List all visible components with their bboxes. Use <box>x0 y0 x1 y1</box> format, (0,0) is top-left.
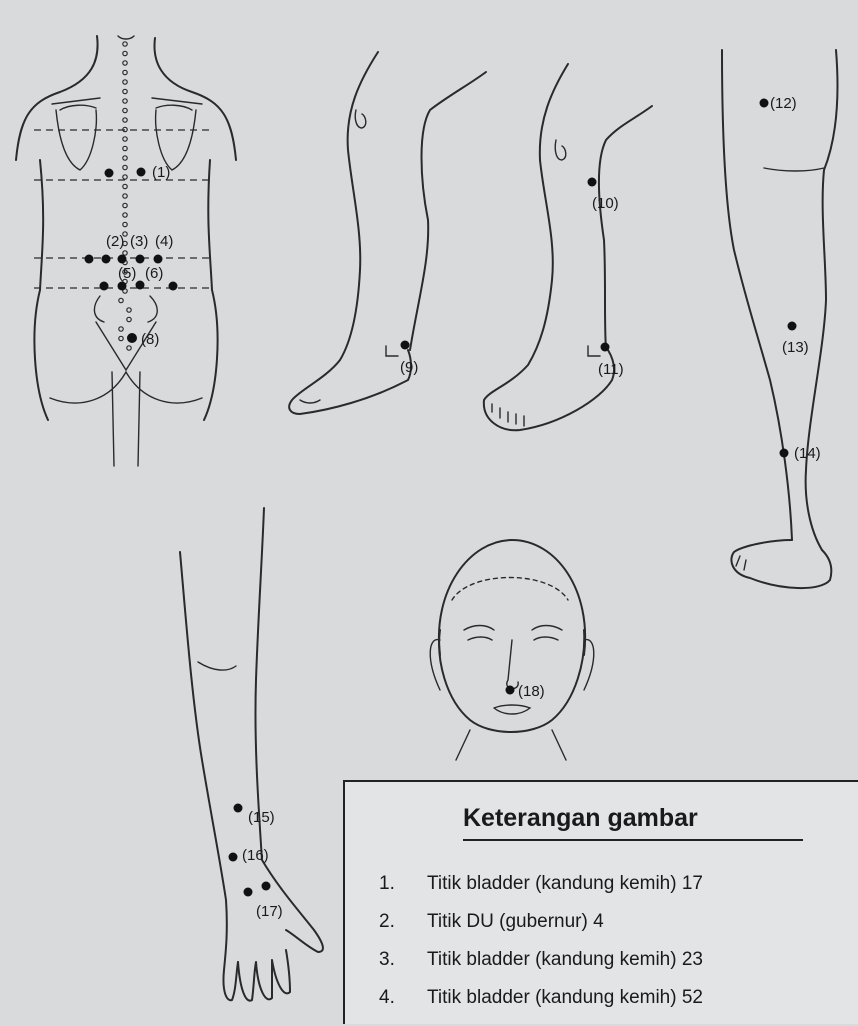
point-row-dot <box>102 255 111 264</box>
point-15-dot <box>234 804 243 813</box>
vertebra-mark <box>123 156 127 160</box>
legend-list <box>379 874 703 1026</box>
legend-item-number: 3. <box>379 949 395 970</box>
point-8-dot <box>127 333 137 343</box>
point-row-dot <box>118 282 127 291</box>
vertebra-mark <box>123 80 127 84</box>
legend-item-number: 1. <box>379 873 395 894</box>
point-label-15: (15) <box>248 809 275 826</box>
vertebra-mark <box>123 99 127 103</box>
point-label-1: (1) <box>152 164 171 181</box>
legend-item <box>379 988 703 1026</box>
vertebra-mark <box>123 89 127 93</box>
arm-figure <box>180 508 323 1001</box>
point-label-13: (13) <box>782 339 809 356</box>
point-label-2: (2) <box>106 233 125 250</box>
point-row-dot <box>100 282 109 291</box>
point-label-8: (8) <box>141 331 160 348</box>
point-18-dot <box>506 686 515 695</box>
vertebra-mark <box>119 336 123 340</box>
point-label-11: (11) <box>598 361 624 378</box>
vertebra-mark <box>123 51 127 55</box>
leg-side-figure-2 <box>484 64 652 430</box>
vertebra-mark <box>123 146 127 150</box>
vertebra-mark <box>123 42 127 46</box>
vertebra-mark <box>123 203 127 207</box>
point-14-dot <box>780 449 789 458</box>
vertebra-mark <box>123 213 127 217</box>
point-label-14: (14) <box>794 445 821 462</box>
legend-title: Keterangan gambar <box>463 804 803 841</box>
point-label-6: (6) <box>145 265 164 282</box>
point-label-4: (4) <box>155 233 174 250</box>
legend-item-text: Titik DU (gubernur) 4 <box>427 911 604 932</box>
point-10-dot <box>588 178 597 187</box>
point-2-dot <box>118 255 127 264</box>
legend-box <box>343 780 858 1024</box>
spine-vertebrae <box>119 42 131 350</box>
point-17-dot <box>262 882 271 891</box>
point-label-3: (3) <box>130 233 149 250</box>
vertebra-mark <box>127 308 131 312</box>
point-label-5: (5) <box>118 265 137 282</box>
vertebra-mark <box>127 317 131 321</box>
legend-item-text: Titik bladder (kandung kemih) 52 <box>427 987 703 1008</box>
point-label-18: (18) <box>518 683 545 700</box>
point-label-9: (9) <box>400 359 419 376</box>
legend-item <box>379 912 703 950</box>
leg-side-figure-1 <box>289 52 486 414</box>
point-label-17: (17) <box>256 903 283 920</box>
point-13-dot <box>788 322 797 331</box>
vertebra-mark <box>123 184 127 188</box>
vertebra-mark <box>119 298 123 302</box>
point-row-dot <box>136 255 145 264</box>
point-9-dot <box>401 341 410 350</box>
legend-item <box>379 950 703 988</box>
point-16-dot <box>229 853 238 862</box>
point-row-dot <box>169 282 178 291</box>
point-row-dot <box>85 255 94 264</box>
vertebra-mark <box>123 222 127 226</box>
vertebra-mark <box>123 61 127 65</box>
point-17-dot <box>244 888 253 897</box>
vertebra-mark <box>127 346 131 350</box>
vertebra-mark <box>123 194 127 198</box>
vertebra-mark <box>123 118 127 122</box>
point-11-dot <box>601 343 610 352</box>
face-figure <box>430 540 594 760</box>
point-12-dot <box>760 99 769 108</box>
point-1-left-dot <box>105 169 114 178</box>
vertebra-mark <box>123 165 127 169</box>
point-row-dot <box>136 281 145 290</box>
vertebra-mark <box>123 175 127 179</box>
vertebra-mark <box>119 327 123 331</box>
legend-item-number: 2. <box>379 911 395 932</box>
leg-front-figure <box>722 50 838 588</box>
point-label-10: (10) <box>592 195 619 212</box>
point-label-16: (16) <box>242 847 269 864</box>
vertebra-mark <box>123 137 127 141</box>
legend-item <box>379 874 703 912</box>
legend-item-number: 4. <box>379 987 395 1008</box>
point-label-12: (12) <box>770 95 797 112</box>
point-1-right-dot <box>137 168 146 177</box>
point-row-dot <box>154 255 163 264</box>
legend-item-text: Titik bladder (kandung kemih) 23 <box>427 949 703 970</box>
vertebra-mark <box>123 70 127 74</box>
vertebra-mark <box>123 251 127 255</box>
legend-item-text: Titik bladder (kandung kemih) 17 <box>427 873 703 894</box>
back-figure <box>16 36 236 466</box>
vertebra-mark <box>123 108 127 112</box>
